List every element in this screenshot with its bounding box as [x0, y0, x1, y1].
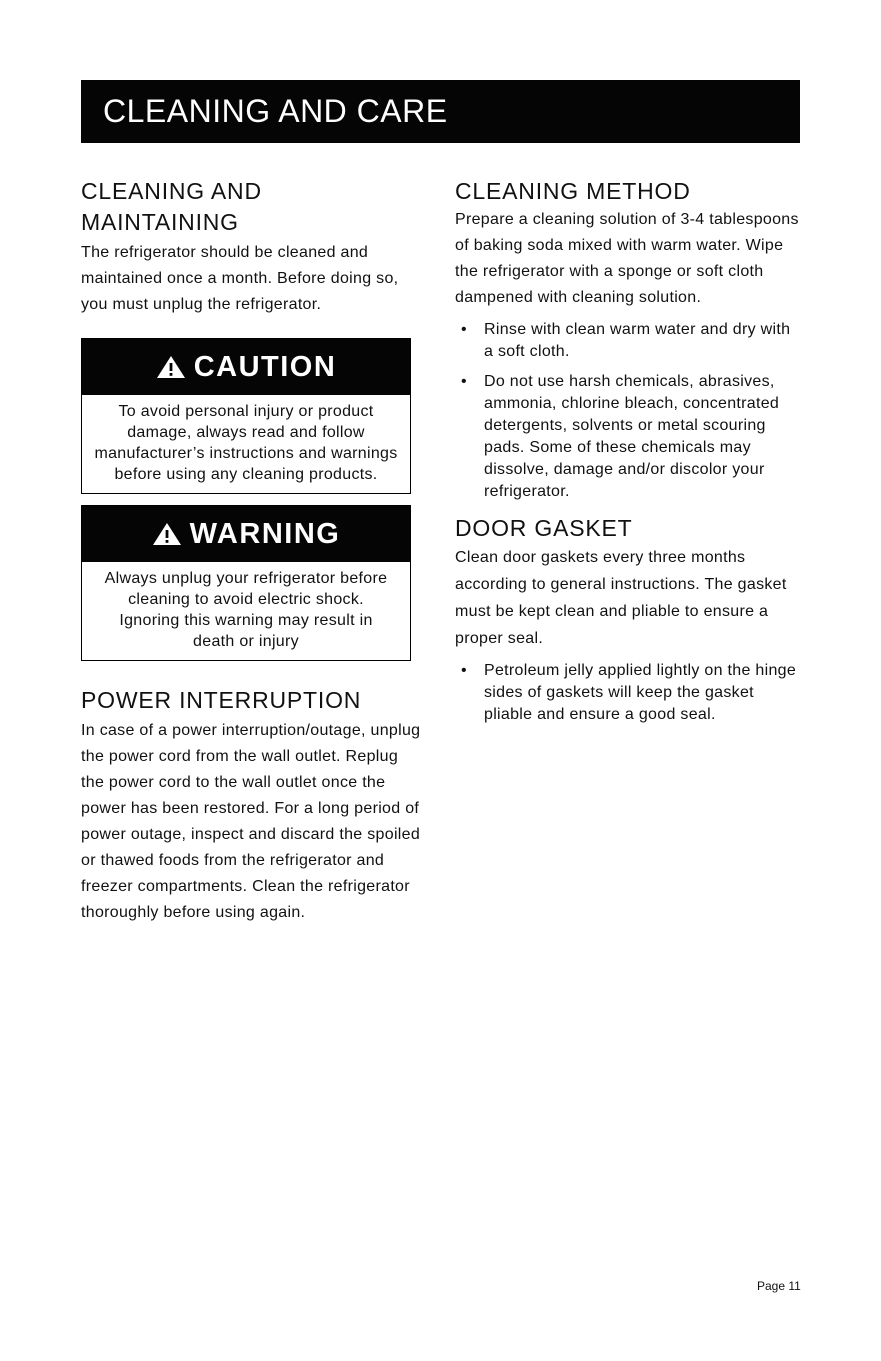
warning-triangle-icon [152, 522, 182, 546]
bullet-icon: • [461, 373, 467, 390]
warning-header [82, 506, 410, 562]
list-item-text: Rinse with clean warm water and dry with a soft cloth. [484, 321, 791, 360]
power-interruption-heading: POWER INTERRUPTION [81, 687, 362, 713]
door-gasket-text: Clean door gaskets every three months according to general instructions. The gasket must be kept clean and pliable to ensure a proper seal. [455, 549, 787, 647]
right-column [455, 176, 800, 726]
cleaning-method-list [455, 319, 800, 503]
warning-box [81, 505, 411, 661]
warning-triangle-icon [156, 355, 186, 379]
bullet-icon: • [461, 321, 467, 338]
cleaning-maintaining-heading [81, 176, 421, 238]
list-item [455, 319, 800, 363]
door-gasket-list [455, 660, 800, 726]
list-item-text: Petroleum jelly applied lightly on the hinge sides of gaskets will keep the gasket pliable and ensure a good seal. [484, 662, 797, 723]
list-item [455, 371, 800, 503]
warning-text: Always unplug your refrigerator before cleaning to avoid electric shock. Ignoring this warning may result in death or injury [104, 570, 388, 650]
heading-line: MAINTAINING [81, 209, 239, 235]
left-column [81, 176, 421, 926]
cleaning-method-text: Prepare a cleaning solution of 3-4 tablespoons of baking soda mixed with warm water. Wipe the refrigerator with a sponge or soft cloth dampened with cleaning solution. [455, 211, 799, 306]
cleaning-method-heading: CLEANING METHOD [455, 178, 691, 204]
caution-text: To avoid personal injury or product damage, always read and follow manufacturer’s instructions and warnings before using any cleaning products. [94, 403, 398, 483]
caution-header [82, 339, 410, 395]
list-item-text: Do not use harsh chemicals, abrasives, ammonia, chlorine bleach, concentrated detergents, solvents or metal scouring pads. Some of these chemicals may dissolve, damage and/or discolor your refrigerator. [484, 373, 780, 500]
warning-title: WARNING [189, 517, 341, 550]
power-interruption-text: In case of a power interruption/outage, unplug the power cord from the wall outlet. Replug the power cord to the wall outlet once the power has been restored. For a long period of power outage, inspect and discard the spoiled or thawed foods from the refrigerator and freezer compartments. Clean the refrigerator thoroughly before using again. [81, 722, 421, 921]
heading-line: CLEANING AND [81, 178, 262, 204]
bullet-icon: • [461, 662, 467, 679]
door-gasket-heading: DOOR GASKET [455, 515, 633, 541]
list-item [455, 660, 800, 726]
cleaning-maintaining-text: The refrigerator should be cleaned and maintained once a month. Before doing so, you must unplug the refrigerator. [81, 244, 399, 313]
caution-box [81, 338, 411, 494]
page-number: Page 11 [757, 1279, 801, 1293]
section-banner [81, 80, 800, 143]
section-title: CLEANING AND CARE [103, 93, 448, 129]
caution-title: CAUTION [193, 350, 337, 383]
